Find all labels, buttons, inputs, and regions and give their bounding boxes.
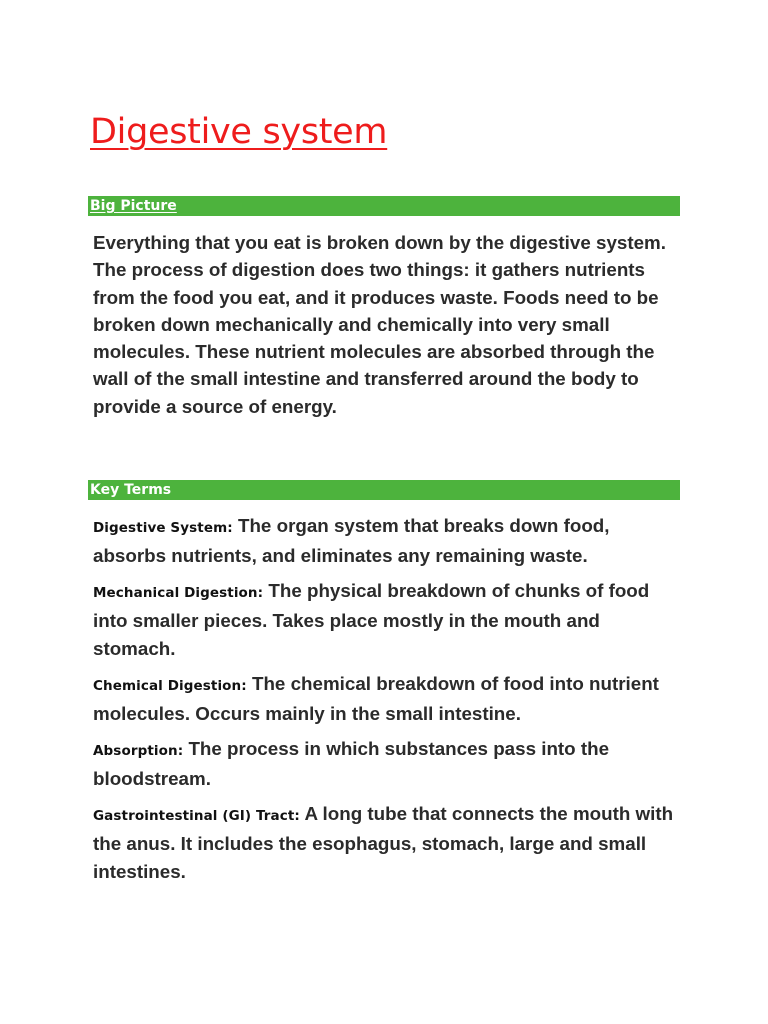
key-terms-heading-bar: [88, 480, 680, 500]
term-label: Chemical Digestion:: [93, 678, 247, 694]
key-term-gi-tract: [93, 800, 683, 885]
term-label: Gastrointestinal (GI) Tract:: [93, 808, 300, 824]
key-term-chemical-digestion: [93, 670, 683, 728]
term-label: Mechanical Digestion:: [93, 585, 264, 601]
key-term-mechanical-digestion: [93, 577, 683, 662]
term-label: Absorption:: [93, 743, 184, 759]
big-picture-paragraph: Everything that you eat is broken down by the digestive system. The process of digestion does two things: it gathers nutrients from the food you eat, and it produces waste. Foods need to be broken down mechanically and chemically into very small molecules. These nutrient molecules are absorbed through the wall of the small intestine and transferred around the body to provide a source of energy.: [93, 232, 666, 417]
key-term-absorption: [93, 735, 683, 793]
key-term-digestive-system: [93, 512, 683, 570]
big-picture-heading-bar: [88, 196, 680, 216]
key-terms-heading: Key Terms: [90, 482, 172, 498]
term-definition: The physical breakdown of chunks of food into smaller pieces. Takes place mostly in the mouth and stomach.: [93, 580, 650, 659]
big-picture-heading: Big Picture: [90, 198, 177, 214]
term-definition: The process in which substances pass into the bloodstream.: [93, 738, 610, 790]
term-definition: A long tube that connects the mouth with the anus. It includes the esophagus, stomach, large and small intestines.: [93, 803, 674, 882]
term-label: Digestive System:: [93, 520, 233, 536]
term-definition: The chemical breakdown of food into nutrient molecules. Occurs mainly in the small intestine.: [93, 673, 659, 725]
page-title: Digestive system: [90, 112, 388, 152]
term-definition: The organ system that breaks down food, absorbs nutrients, and eliminates any remaining waste.: [93, 515, 610, 567]
